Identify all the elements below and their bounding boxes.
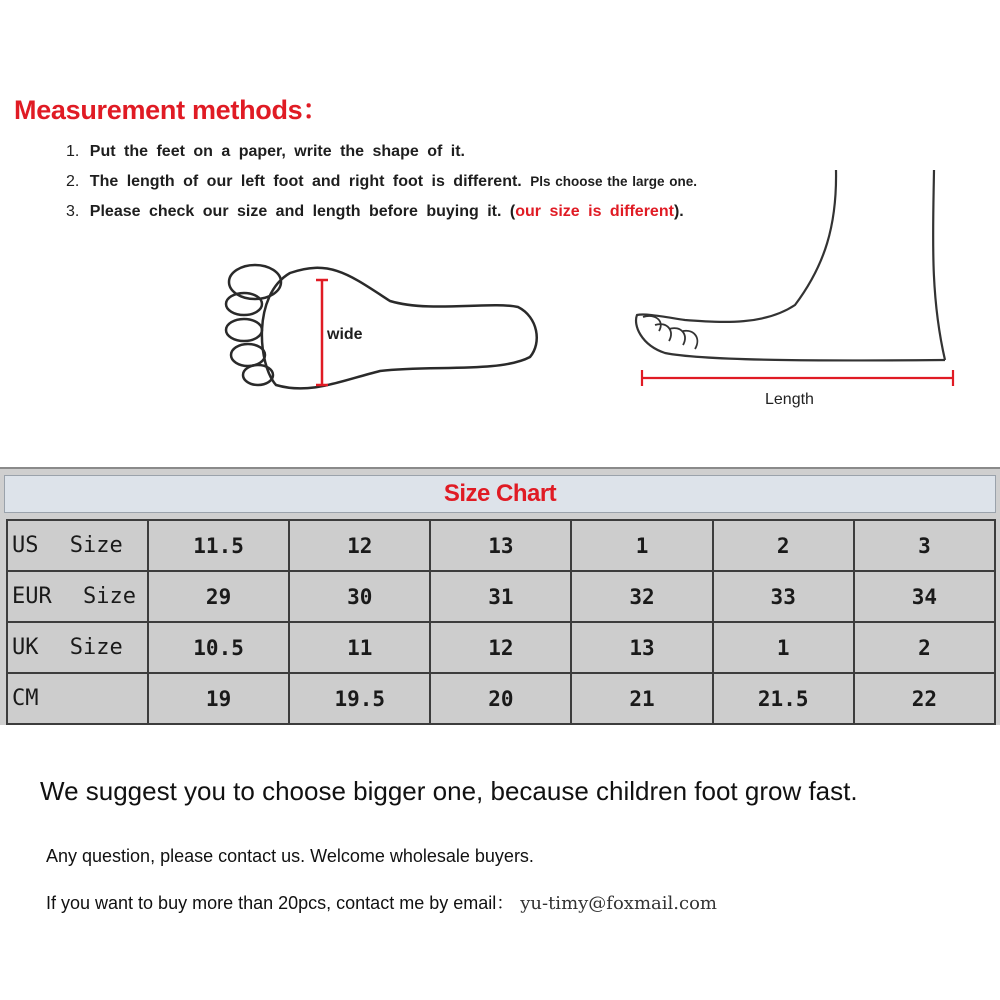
wide-label: wide: [327, 326, 363, 343]
size-cell: 19.5: [289, 673, 430, 724]
suggestion-text: We suggest you to choose bigger one, because children foot grow fast.: [40, 776, 858, 806]
size-cell: 11: [289, 622, 430, 673]
size-cell: 2: [854, 622, 995, 673]
email-line: [46, 889, 717, 915]
row-label: UK Size: [7, 622, 148, 673]
row-label: CM: [7, 673, 148, 724]
table-row: [7, 571, 995, 622]
step-number: 2.: [66, 173, 80, 190]
size-cell: 12: [289, 520, 430, 571]
size-cell: 20: [430, 673, 571, 724]
step-number: 3.: [66, 203, 80, 220]
step-text: Put the feet on a paper, write the shape of it.: [89, 143, 465, 160]
size-cell: 33: [713, 571, 854, 622]
table-row: [7, 622, 995, 673]
table-row: [7, 520, 995, 571]
size-cell: 32: [571, 571, 712, 622]
size-cell: 19: [148, 673, 289, 724]
toe-3: [226, 319, 262, 341]
size-cell: 22: [854, 673, 995, 724]
paren-open: (: [509, 203, 516, 220]
size-chart-title: Size Chart: [443, 480, 557, 507]
row-label: US Size: [7, 520, 148, 571]
step-note: Pls choose the large one.: [530, 174, 698, 189]
toe-4: [231, 344, 265, 366]
size-cell: 29: [148, 571, 289, 622]
measurement-title: Measurement methods：: [14, 95, 330, 125]
size-cell: 34: [854, 571, 995, 622]
size-cell: 11.5: [148, 520, 289, 571]
email-prefix: If you want to buy more than 20pcs, contact me by email：: [46, 893, 515, 913]
size-chart-header: [4, 475, 996, 513]
foot-sole-diagram: [200, 245, 545, 405]
size-cell: 21: [571, 673, 712, 724]
warning-text: our size is different: [515, 203, 674, 220]
size-cell: 3: [854, 520, 995, 571]
email-address[interactable]: yu-timy@foxmail.com: [520, 893, 717, 914]
length-label: Length: [765, 391, 814, 408]
foot-side-diagram: [625, 165, 970, 415]
size-cell: 13: [430, 520, 571, 571]
size-cell: 2: [713, 520, 854, 571]
paren-close: ).: [673, 203, 684, 220]
row-label: EUR Size: [7, 571, 148, 622]
size-cell: 30: [289, 571, 430, 622]
size-cell: 10.5: [148, 622, 289, 673]
contact-text: Any question, please contact us. Welcome wholesale buyers.: [46, 846, 534, 866]
step-number: 1.: [66, 143, 80, 160]
size-table: [6, 519, 996, 725]
size-cell: 1: [713, 622, 854, 673]
heel-outline: [933, 170, 945, 360]
step-text: Please check our size and length before buying it.: [89, 203, 502, 220]
size-chart: [0, 467, 1000, 725]
sole-outline: [262, 268, 537, 389]
table-row: [7, 673, 995, 724]
size-cell: 21.5: [713, 673, 854, 724]
size-cell: 1: [571, 520, 712, 571]
size-cell: 31: [430, 571, 571, 622]
step-text: The length of our left foot and right foot is different.: [89, 173, 522, 190]
size-cell: 12: [430, 622, 571, 673]
size-cell: 13: [571, 622, 712, 673]
